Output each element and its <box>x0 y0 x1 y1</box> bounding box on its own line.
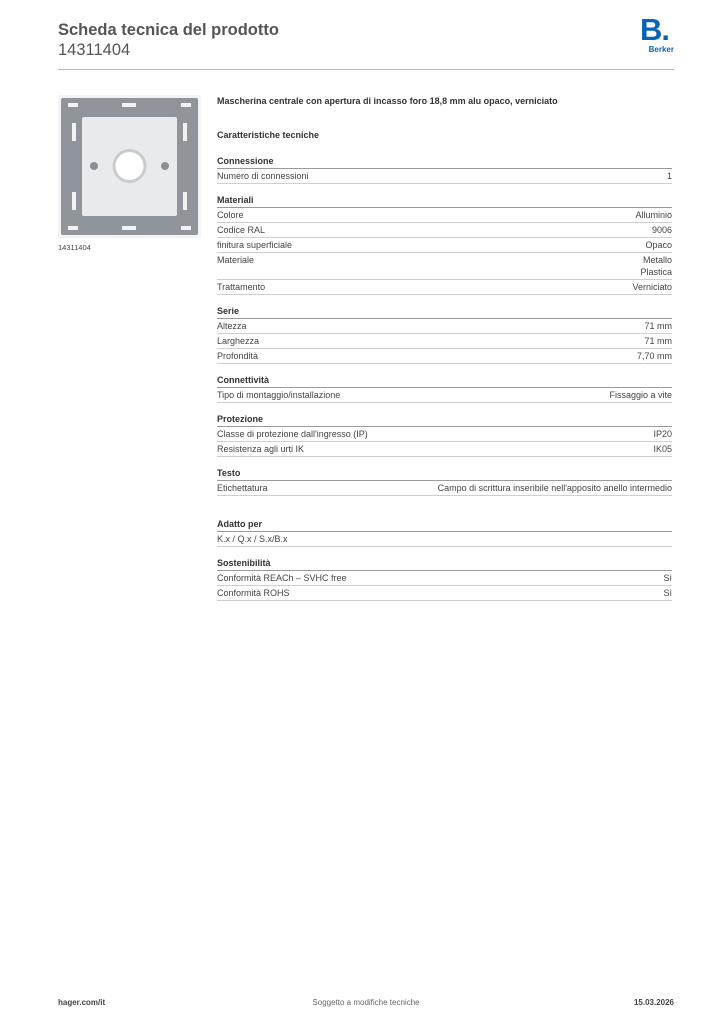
header-divider <box>58 69 674 70</box>
section-title: Sostenibilità <box>217 557 672 571</box>
footer-disclaimer: Soggetto a modifiche tecniche <box>312 998 420 1007</box>
spec-value <box>640 254 672 278</box>
footer-date: 15.03.2026 <box>633 998 674 1007</box>
section-title: Protezione <box>217 413 672 427</box>
spec-value-line: Metallo <box>642 255 672 265</box>
spec-row <box>217 208 672 223</box>
spec-row <box>217 388 672 403</box>
spec-value-line: Sì <box>663 588 672 598</box>
spec-row <box>217 253 672 280</box>
spec-row <box>217 586 672 601</box>
spec-row <box>217 442 672 457</box>
spec-value-line: Alluminio <box>635 210 672 220</box>
page-title: Scheda tecnica del prodotto <box>58 21 279 39</box>
spec-row <box>217 223 672 238</box>
spec-label: Colore <box>217 210 244 220</box>
spec-value-line: 7,70 mm <box>636 351 672 361</box>
footer-website: hager.com/it <box>58 998 106 1007</box>
spec-section <box>217 518 672 547</box>
product-number: 14311404 <box>58 41 131 59</box>
spec-value <box>667 170 672 182</box>
spec-label: Numero di connessioni <box>217 171 309 181</box>
spec-row <box>217 427 672 442</box>
spec-value <box>653 443 672 455</box>
spec-label: Tipo di montaggio/installazione <box>217 390 341 400</box>
spec-section <box>217 194 672 295</box>
spec-section <box>217 557 672 601</box>
spec-value-line: Verniciato <box>632 282 672 292</box>
spec-label: Trattamento <box>217 282 266 292</box>
section-title: Materiali <box>217 194 672 208</box>
spec-label: Codice RAL <box>217 225 266 235</box>
spec-row <box>217 481 672 496</box>
page-header <box>58 12 674 68</box>
spec-value <box>609 389 672 401</box>
spec-label: Conformità REACh – SVHC free <box>217 573 347 583</box>
spec-label: Etichettatura <box>217 483 268 493</box>
spec-section <box>217 467 672 496</box>
spec-value <box>663 572 672 584</box>
spec-sections <box>217 155 672 601</box>
spec-value-line: Fissaggio a vite <box>609 390 672 400</box>
section-title: Serie <box>217 305 672 319</box>
spec-content <box>217 95 672 611</box>
spec-label: Classe di protezione dall'ingresso (IP) <box>217 429 368 439</box>
spec-value <box>663 587 672 599</box>
spec-value-line: IP20 <box>653 429 672 439</box>
spec-label: Resistenza agli urti IK <box>217 444 305 454</box>
spec-row <box>217 334 672 349</box>
section-title: Testo <box>217 467 672 481</box>
spec-section <box>217 155 672 184</box>
section-title: Connettività <box>217 374 672 388</box>
spec-value-line: 71 mm <box>644 321 672 331</box>
section-title: Connessione <box>217 155 672 169</box>
spec-value-line: Plastica <box>640 267 672 277</box>
spec-value <box>645 239 672 251</box>
spec-value <box>653 428 672 440</box>
spec-label: Larghezza <box>217 336 260 346</box>
spec-value <box>644 320 672 332</box>
spec-row <box>217 319 672 334</box>
spec-label: Profondità <box>217 351 259 361</box>
spec-section <box>217 305 672 364</box>
image-caption: 14311404 <box>58 243 91 252</box>
spec-label: Materiale <box>217 255 255 265</box>
spec-value <box>652 224 672 236</box>
spec-label: K.x / Q.x / S.x/B.x <box>217 534 288 544</box>
spec-row <box>217 532 672 547</box>
spec-row <box>217 571 672 586</box>
spec-row <box>217 238 672 253</box>
spec-label: Conformità ROHS <box>217 588 290 598</box>
spec-row <box>217 169 672 184</box>
spec-value-line: 9006 <box>651 225 672 235</box>
logo-word: Berker <box>648 45 674 54</box>
berker-logo <box>640 12 674 54</box>
spec-value <box>438 482 672 494</box>
spec-row <box>217 280 672 295</box>
spec-value <box>632 281 672 293</box>
spec-value-line: 1 <box>666 171 672 181</box>
logo-letter: B. <box>640 12 669 47</box>
spec-row <box>217 349 672 364</box>
spec-value-line: IK05 <box>653 444 672 454</box>
spec-value-line: Opaco <box>645 240 672 250</box>
spec-label: finitura superficiale <box>217 240 293 250</box>
spec-subtitle: Caratteristiche tecniche <box>217 130 320 140</box>
spec-label: Altezza <box>217 321 247 331</box>
product-image <box>58 95 201 238</box>
spec-section <box>217 374 672 403</box>
spec-value-line: Campo di scrittura inseribile nell'apposito anello intermedio <box>437 483 672 493</box>
spec-value-line: 71 mm <box>644 336 672 346</box>
product-description: Mascherina centrale con apertura di incasso foro 18,8 mm alu opaco, verniciato <box>217 96 558 106</box>
cover-plate-illustration <box>58 95 201 238</box>
spec-value <box>644 335 672 347</box>
spec-value-line: Sì <box>663 573 672 583</box>
spec-value <box>635 209 672 221</box>
spec-value <box>637 350 672 362</box>
spec-section <box>217 413 672 457</box>
section-title: Adatto per <box>217 518 672 532</box>
